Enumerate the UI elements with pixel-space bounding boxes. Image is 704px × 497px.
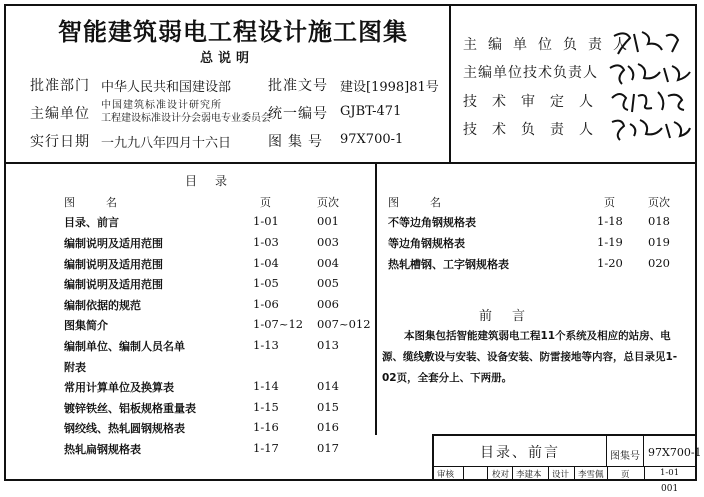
atlas-label: 图集号 bbox=[268, 134, 328, 150]
tb-check-label: 校对 bbox=[492, 470, 510, 480]
tb-design-label: 设计 bbox=[552, 470, 570, 480]
toc-header-page-left: 页 bbox=[260, 196, 271, 209]
toc-item-name: 编制说明及适用范围 bbox=[64, 278, 163, 291]
toc-item-seq: 019 bbox=[648, 235, 670, 249]
tb-divider bbox=[463, 467, 464, 481]
toc-item-seq: 004 bbox=[317, 256, 339, 270]
approval-doc-label: 批准文号 bbox=[268, 78, 328, 94]
preface-text: 本图集包括智能建筑弱电工程11个系统及相应的站房、电源、缆线敷设与安装、设备安装、防雷接地等内容，总目录见1-02页，全套分上、下两册。 bbox=[382, 330, 678, 384]
toc-header-seq-left: 页次 bbox=[317, 196, 339, 209]
toc-item-seq: 020 bbox=[648, 256, 670, 270]
toc-item-name: 目录、前言 bbox=[64, 216, 119, 229]
toc-item-name: 钢绞线、热轧圆钢规格表 bbox=[64, 422, 185, 435]
signature-chief-tech bbox=[606, 58, 692, 88]
resp-chief-tech: 主编单位技术负责人 bbox=[463, 65, 598, 81]
tb-divider bbox=[574, 467, 575, 481]
toc-item-page: 1-04 bbox=[253, 256, 279, 270]
toc-header-page-right: 页 bbox=[604, 196, 615, 209]
approval-doc-value: 建设[1998]81号 bbox=[340, 80, 439, 95]
header-divider bbox=[4, 162, 697, 164]
signature-tech-review bbox=[608, 86, 688, 116]
toc-item-seq: 003 bbox=[317, 235, 339, 249]
approval-dept-label: 批准部门 bbox=[30, 78, 90, 94]
toc-item-seq: 001 bbox=[317, 214, 339, 228]
signature-tech-lead bbox=[606, 114, 692, 144]
toc-item-seq: 015 bbox=[317, 400, 339, 414]
tb-divider bbox=[548, 467, 549, 481]
toc-item-page: 1-01 bbox=[253, 214, 279, 228]
toc-item-seq: 016 bbox=[317, 420, 339, 434]
atlas-value: 97X700-1 bbox=[340, 132, 404, 147]
tb-page-value: 1-01 bbox=[660, 468, 680, 478]
preface-title: 前言 bbox=[479, 309, 546, 324]
toc-item-name: 常用计算单位及换算表 bbox=[64, 381, 174, 394]
toc-item-page: 1-18 bbox=[597, 214, 623, 228]
date-value: 一九九八年四月十六日 bbox=[101, 136, 232, 151]
main-title: 智能建筑弱电工程设计施工图集 bbox=[58, 18, 408, 46]
toc-item-name: 等边角钢规格表 bbox=[388, 237, 465, 250]
toc-item-name: 附表 bbox=[64, 361, 86, 374]
tb-review-label: 审核 bbox=[437, 470, 455, 480]
toc-item-seq: 014 bbox=[317, 379, 339, 393]
date-label: 实行日期 bbox=[30, 134, 90, 150]
toc-item-page: 1-19 bbox=[597, 235, 623, 249]
toc-item-page: 1-06 bbox=[253, 297, 279, 311]
code-value: GJBT-471 bbox=[340, 104, 402, 119]
toc-item-name: 热轧扁钢规格表 bbox=[64, 443, 141, 456]
page-number: 001 bbox=[661, 484, 679, 494]
toc-item-page: 1-13 bbox=[253, 338, 279, 352]
toc-header-name-left: 图 名 bbox=[64, 196, 127, 209]
tb-divider bbox=[487, 467, 488, 481]
toc-item-page: 1-20 bbox=[597, 256, 623, 270]
toc-item-page: 1-07~12 bbox=[253, 317, 304, 331]
toc-item-seq: 013 bbox=[317, 338, 339, 352]
tb-divider bbox=[644, 467, 645, 481]
toc-item-name: 图集简介 bbox=[64, 319, 108, 332]
editor-label: 主编单位 bbox=[30, 106, 90, 122]
toc-item-name: 编制说明及适用范围 bbox=[64, 237, 163, 250]
approval-dept-value: 中华人民共和国建设部 bbox=[101, 80, 232, 95]
tb-designer: 李雪佩 bbox=[578, 470, 604, 480]
toc-item-name: 编制单位、编制人员名单 bbox=[64, 340, 185, 353]
toc-item-page: 1-16 bbox=[253, 420, 279, 434]
preface-body bbox=[382, 326, 684, 389]
resp-tech-review: 技术审定人 bbox=[463, 94, 608, 110]
toc-header-name-right: 图 名 bbox=[388, 196, 451, 209]
toc-item-page: 1-05 bbox=[253, 276, 279, 290]
resp-chief-editor: 主编单位负责人 bbox=[463, 37, 638, 53]
header-vertical-divider bbox=[449, 4, 451, 163]
toc-item-name: 热轧槽钢、工字钢规格表 bbox=[388, 258, 509, 271]
toc-item-page: 1-03 bbox=[253, 235, 279, 249]
toc-item-seq: 005 bbox=[317, 276, 339, 290]
toc-title: 目录 bbox=[185, 174, 246, 188]
toc-item-seq: 017 bbox=[317, 441, 339, 455]
tb-page-label: 页 bbox=[621, 470, 630, 480]
toc-item-page: 1-17 bbox=[253, 441, 279, 455]
subtitle: 总说明 bbox=[200, 51, 255, 66]
tb-divider bbox=[512, 467, 513, 481]
toc-header-seq-right: 页次 bbox=[648, 196, 670, 209]
toc-item-seq: 018 bbox=[648, 214, 670, 228]
content-vertical-divider bbox=[375, 163, 377, 435]
code-label: 统一编号 bbox=[268, 106, 328, 122]
toc-item-page: 1-14 bbox=[253, 379, 279, 393]
sheet-title: 目录、前言 bbox=[480, 445, 560, 461]
toc-item-name: 编制说明及适用范围 bbox=[64, 258, 163, 271]
tb-atlas-value: 97X700-1 bbox=[648, 446, 702, 459]
editor-line1: 中国建筑标准设计研究所 bbox=[101, 100, 222, 111]
tb-divider bbox=[607, 467, 608, 481]
tb-checker: 李建本 bbox=[516, 470, 542, 480]
resp-tech-lead: 技术负责人 bbox=[463, 122, 608, 138]
toc-item-seq: 006 bbox=[317, 297, 339, 311]
toc-item-name: 编制依据的规范 bbox=[64, 299, 141, 312]
tb-atlas-label: 图集号 bbox=[610, 451, 640, 462]
toc-item-page: 1-15 bbox=[253, 400, 279, 414]
toc-item-seq: 007~012 bbox=[317, 317, 371, 331]
toc-item-name: 镀锌铁丝、铝板规格重量表 bbox=[64, 402, 196, 415]
signature-chief-editor bbox=[608, 28, 688, 58]
toc-item-name: 不等边角钢规格表 bbox=[388, 216, 476, 229]
editor-line2: 工程建设标准设计分会弱电专业委员会 bbox=[101, 113, 271, 124]
